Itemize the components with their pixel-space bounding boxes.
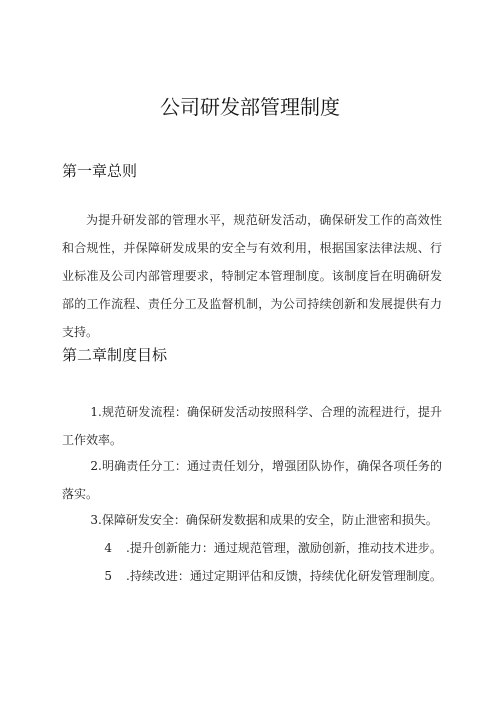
goal-item-text: .提升创新能力：通过规范管理，激励创新，推动技术进步。 [126,541,442,555]
goal-item-3 [62,506,442,534]
goal-item-number: 1 [90,405,98,419]
goal-item-2 [62,452,442,508]
chapter-2-heading: 第二章制度目标 [62,346,168,364]
chapter-1-heading: 第一章总则 [62,162,138,180]
document-title: 公司研发部管理制度 [160,95,340,119]
goal-item-number: 3 [90,513,98,527]
goal-item-text: .保障研发安全：确保研发数据和成果的安全，防止泄密和损失。 [98,513,438,527]
chapter-1-paragraph: 为提升研发部的管理水平，规范研发活动，确保研发工作的高效性和合规性，并保障研发成果的安全与有效利用，根据国家法律法规、行业标准及公司内部管理要求，特制定本管理制度。该制度旨在明确研发部的工作流程、责任分工及监督机制，为公司持续创新和发展提供有力支持。 [62,213,442,339]
goal-item-text: .规范研发流程：确保研发活动按照科学、合理的流程进行，提升工作效率。 [62,405,442,447]
goal-item-number: 2 [90,459,98,473]
goal-item-1 [62,398,442,454]
goal-item-number: 5 [104,569,112,583]
goal-item-text: .持续改进：通过定期评估和反馈，持续优化研发管理制度。 [126,569,442,583]
goal-item-5 [62,562,442,590]
goal-item-text: .明确责任分工：通过责任划分，增强团队协作，确保各项任务的落实。 [62,459,442,501]
goal-item-number: 4 [104,541,112,555]
goal-item-4 [62,534,442,562]
